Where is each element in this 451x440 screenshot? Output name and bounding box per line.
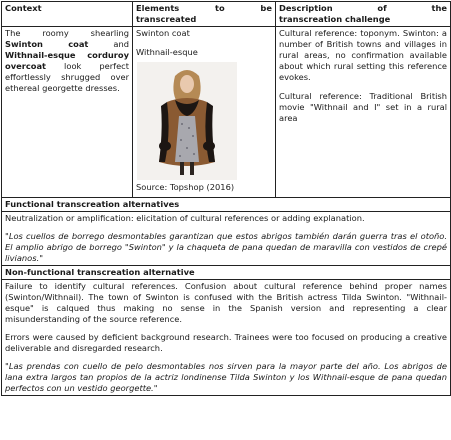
header-description-line2: transcreation challenge — [279, 14, 391, 24]
header-elements — [133, 2, 276, 27]
nonfunctional-quote: "Las prendas con cuello de pelo desmontables nos sirven para la mayor parte del año. Los abrigos de lana extra largos tan propios de la actriz londinense Tilda Swinton y los Withnail-esque de pana quedan perfectos con un vestido georgette." — [5, 361, 447, 393]
functional-body-row — [2, 212, 451, 266]
functional-title — [2, 198, 451, 212]
header-elements-w3: be — [260, 3, 272, 13]
context-text-3: look perfect effortlessly shrugged over ethereal georgette dresses. — [5, 61, 129, 93]
header-desc-w1: Description — [279, 3, 333, 13]
nonfunctional-errors: Errors were caused by deficient background research. Trainees were too focused on producing a creative deliverable and disregarded research. — [5, 332, 447, 353]
nonfunctional-title-text: Non-functional transcreation alternative — [5, 267, 195, 277]
header-row — [2, 2, 451, 27]
context-bold-withnail: Withnail-esque corduroy overcoat — [5, 50, 129, 71]
element-swinton-coat: Swinton coat — [136, 28, 190, 38]
description-toponym: Cultural reference: toponym. Swinton: a number of British towns and villages in rural areas, no confirmation available about which rural setting this reference evokes. — [279, 28, 447, 82]
functional-explanation: Neutralization or amplification: elicitation of cultural references or adding explanation. — [5, 213, 365, 223]
functional-body — [2, 212, 451, 266]
header-elements-line1 — [136, 3, 272, 14]
context-cell — [2, 27, 133, 198]
context-bold-swinton: Swinton coat — [5, 39, 89, 49]
transcreation-table — [1, 1, 451, 396]
photo-source-caption: Source: Topshop (2016) — [136, 182, 235, 192]
nonfunctional-title — [2, 266, 451, 280]
context-text-2: and — [88, 39, 129, 49]
description-movie: Cultural reference: Traditional British movie "Withnail and I" set in a rural area — [279, 91, 447, 123]
context-text-1: The roomy shearling — [5, 28, 129, 38]
nonfunctional-title-row — [2, 266, 451, 280]
header-desc-w3: the — [431, 3, 447, 13]
header-description — [276, 2, 451, 27]
header-elements-w2: to — [214, 3, 225, 13]
description-cell — [276, 27, 451, 198]
functional-title-text: Functional transcreation alternatives — [5, 199, 180, 209]
header-desc-w2: of — [377, 3, 387, 13]
nonfunctional-failure: Failure to identify cultural references. Confusion about cultural reference behind proper names (Swinton/Withnail). The town of Swinton is confused with the British actress Tilda Swinton. "Withnail-esque" is calqued thus making no sense in the Spanish version and representing a clear misunderstanding of the source reference. — [5, 281, 447, 324]
model-photo — [137, 62, 237, 180]
document — [1, 1, 450, 438]
header-description-line1 — [279, 3, 447, 14]
header-elements-w1: Elements — [136, 3, 180, 13]
header-context — [2, 2, 133, 27]
functional-title-row — [2, 198, 451, 212]
nonfunctional-body — [2, 280, 451, 396]
content-row — [2, 27, 451, 198]
elements-cell — [133, 27, 276, 198]
functional-quote: "Los cuellos de borrego desmontables garantizan que estos abrigos también darán guerra tras el otoño. El amplio abrigo de borrego "Swinton" y la chaqueta de pana quedan de maravilla con vestidos de crepé livianos." — [5, 231, 447, 263]
header-context-label: Context — [5, 3, 42, 13]
header-elements-line2: transcreated — [136, 14, 197, 24]
element-withnail-esque: Withnail-esque — [136, 47, 198, 57]
nonfunctional-body-row — [2, 280, 451, 396]
